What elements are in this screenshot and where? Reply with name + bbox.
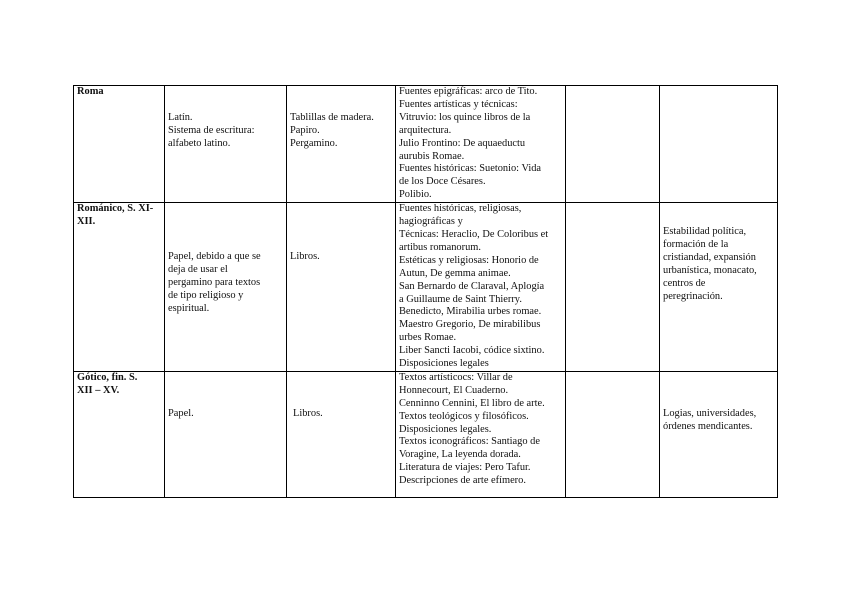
- source-line: Cenninno Cennini, El libro de arte.: [399, 397, 545, 409]
- source-line: aurubis Romae.: [399, 150, 465, 162]
- context-cell: [660, 371, 778, 497]
- source-line: Disposiciones legales.: [399, 423, 492, 435]
- source-line: Maestro Gregorio, De mirabilibus: [399, 319, 541, 331]
- context-cell: [660, 203, 778, 372]
- source-line: Autun, De gemma animae.: [399, 267, 511, 279]
- sources-cell: [396, 371, 566, 497]
- empty-cell: [566, 86, 660, 203]
- language-line: de tipo religioso y: [168, 289, 244, 301]
- source-line: Fuentes históricas, religiosas,: [399, 203, 522, 215]
- period-cell: [74, 86, 165, 203]
- source-line: Estéticas y religiosas: Honorio de: [399, 254, 539, 266]
- language-line: Latín.: [168, 112, 193, 123]
- table-row: [74, 86, 778, 203]
- source-line: urbes Romae.: [399, 332, 457, 344]
- table-row: [74, 203, 778, 372]
- source-line: Textos teológicos y filosóficos.: [399, 410, 529, 422]
- language-cell: [165, 203, 287, 372]
- language-line: Papel, debido a que se: [168, 251, 261, 263]
- context-line: peregrinación.: [663, 290, 723, 302]
- language-line: espiritual.: [168, 302, 210, 314]
- support-line: Libros.: [290, 251, 320, 263]
- source-line: Fuentes epigráficas: arco de Tito.: [399, 86, 538, 97]
- support-cell: [287, 203, 396, 372]
- period-label: Gótico, fin. S.: [77, 371, 138, 383]
- source-line: Liber Sancti Iacobi, códice sixtino.: [399, 345, 545, 357]
- empty-cell: [566, 203, 660, 372]
- source-line: Fuentes históricas: Suetonio: Vida: [399, 163, 542, 175]
- support-cell: [287, 371, 396, 497]
- support-line: Papiro.: [290, 124, 320, 136]
- context-cell: [660, 86, 778, 203]
- source-line: Fuentes artísticas y técnicas:: [399, 98, 518, 110]
- language-line: Papel.: [168, 407, 194, 419]
- sources-cell: [396, 203, 566, 372]
- period-label: XII.: [77, 216, 96, 228]
- language-line: pergamino para textos: [168, 276, 261, 288]
- source-line: Descripciones de arte efímero.: [399, 475, 526, 487]
- source-line: arquitectura.: [399, 124, 452, 136]
- support-line: Pergamino.: [290, 137, 338, 149]
- context-line: Estabilidad política,: [663, 226, 747, 238]
- source-line: Honnecourt, El Cuaderno.: [399, 384, 509, 396]
- language-line: alfabeto latino.: [168, 137, 231, 149]
- period-cell: [74, 203, 165, 372]
- source-line: Disposiciones legales: [399, 358, 489, 370]
- support-line: Tablillas de madera.: [290, 112, 374, 123]
- context-line: formación de la: [663, 239, 729, 251]
- language-line: Sistema de escritura:: [168, 124, 255, 136]
- period-label: XII – XV.: [77, 384, 120, 396]
- source-line: a Guillaume de Saint Thierry.: [399, 293, 522, 305]
- context-line: Logias, universidades,: [663, 407, 757, 419]
- source-line: Técnicas: Heraclio, De Coloribus et: [399, 228, 549, 240]
- source-line: artibus romanorum.: [399, 241, 481, 253]
- source-line: hagiográficas y: [399, 216, 463, 228]
- period-cell: [74, 371, 165, 497]
- context-line: centros de: [663, 277, 706, 289]
- support-line: Libros.: [293, 407, 323, 419]
- period-label: Románico, S. XI-: [77, 203, 154, 215]
- source-line: Vitruvio: los quince libros de la: [399, 111, 531, 123]
- source-line: Julio Frontino: De aquaeductu: [399, 137, 526, 149]
- source-line: Textos artísticocs: Villar de: [399, 371, 513, 383]
- support-cell: [287, 86, 396, 203]
- source-line: Voragine, La leyenda dorada.: [399, 449, 521, 461]
- source-line: Literatura de viajes: Pero Tafur.: [399, 462, 531, 474]
- sources-cell: [396, 86, 566, 203]
- language-cell: [165, 371, 287, 497]
- source-line: Benedicto, Mirabilia urbes romae.: [399, 306, 542, 318]
- language-line: deja de usar el: [168, 264, 228, 276]
- context-line: cristiandad, expansión: [663, 251, 756, 263]
- period-label: Roma: [77, 86, 104, 97]
- source-line: de los Doce Césares.: [399, 176, 486, 188]
- source-line: San Bernardo de Claraval, Aplogía: [399, 280, 545, 292]
- context-line: urbanística, monacato,: [663, 264, 757, 276]
- source-line: Textos iconográficos: Santiago de: [399, 436, 540, 448]
- history-sources-table: [73, 85, 778, 498]
- table-row: [74, 371, 778, 497]
- empty-cell: [566, 371, 660, 497]
- context-line: órdenes mendicantes.: [663, 420, 753, 432]
- language-cell: [165, 86, 287, 203]
- source-line: Polibio.: [399, 189, 432, 201]
